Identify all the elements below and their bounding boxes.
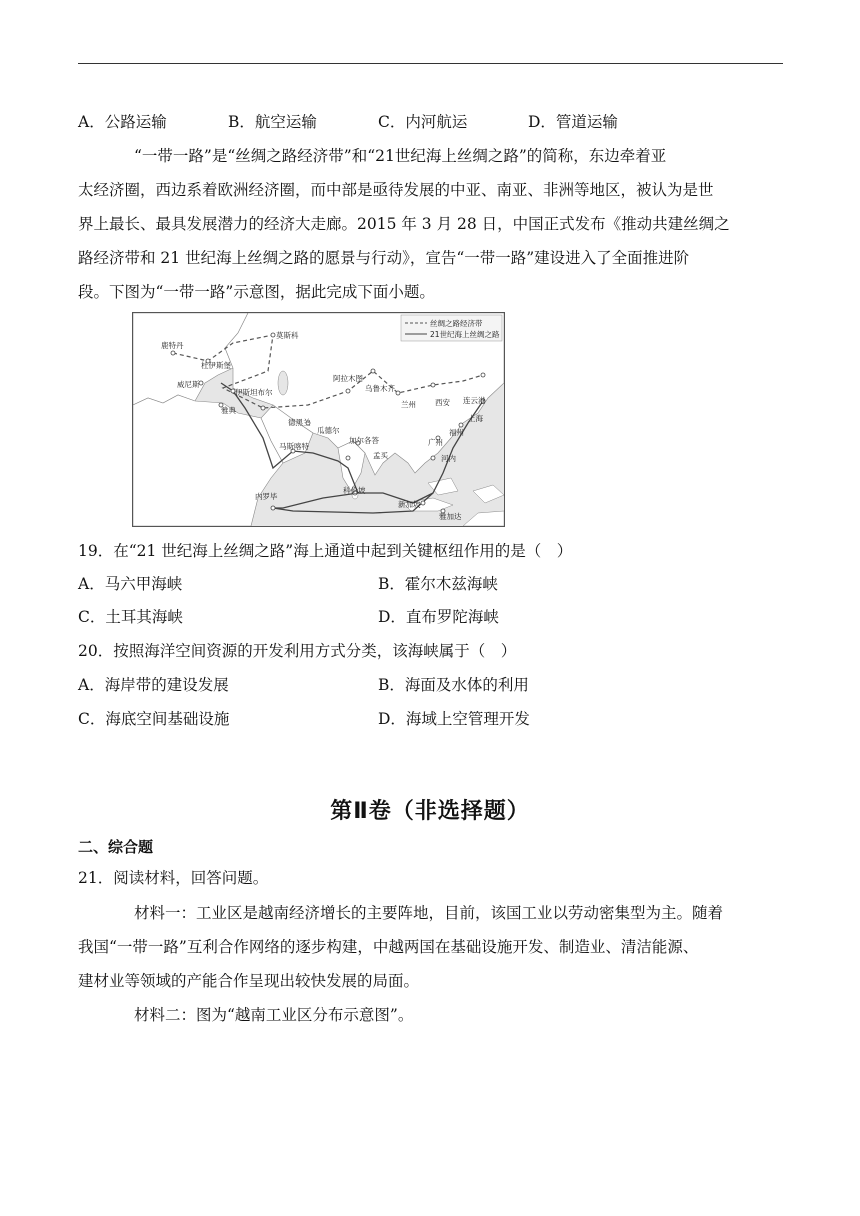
- city-athens: 雅典: [221, 406, 236, 415]
- q18-option-c: C．内河航运: [378, 113, 468, 131]
- city-xian: 西安: [435, 398, 450, 407]
- city-singapore: 新加坡: [398, 500, 421, 509]
- q19-option-a: A．马六甲海峡: [78, 575, 183, 593]
- section-subheading: 二、综合题: [78, 838, 154, 856]
- q20-option-d: D．海域上空管理开发: [378, 710, 530, 728]
- intro-line-3: 界上最长、最具发展潜力的经济大走廊。2015 年 3 月 28 日，中国正式发布《推动共建丝绸之: [78, 215, 730, 233]
- legend-land-route: 丝绸之路经济带: [430, 319, 483, 328]
- city-nairobi: 内罗毕: [255, 492, 278, 501]
- city-colombo: 科伦坡: [343, 486, 366, 495]
- q18-option-b: B．航空运输: [228, 113, 317, 131]
- city-venice: 威尼斯: [177, 380, 200, 389]
- city-lianyungang: 连云港: [463, 396, 486, 405]
- city-tehran: 德黑兰: [288, 418, 311, 427]
- section-title: 第Ⅱ卷（非选择题）: [330, 799, 530, 824]
- q18-option-a: A．公路运输: [78, 113, 167, 131]
- intro-line-5: 段。下图为“一带一路”示意图，据此完成下面小题。: [78, 283, 435, 301]
- city-shanghai: 上海: [468, 414, 483, 423]
- city-mumbai: 孟买: [373, 451, 388, 460]
- city-gwadar: 瓜德尔: [317, 426, 340, 435]
- header-rule: [78, 63, 783, 64]
- city-duisburg: 杜伊斯堡: [201, 361, 231, 370]
- city-moscow: 莫斯科: [276, 331, 299, 340]
- q20-option-b: B．海面及水体的利用: [378, 676, 529, 694]
- q19-option-c: C．土耳其海峡: [78, 608, 183, 626]
- city-almaty: 阿拉木图: [333, 374, 363, 383]
- city-rotterdam: 鹿特丹: [161, 341, 184, 350]
- q21-material2: 材料二：图为“越南工业区分布示意图”。: [134, 1006, 414, 1024]
- q20-stem: 20．按照海洋空间资源的开发利用方式分类，该海峡属于（ ）: [78, 642, 517, 660]
- belt-and-road-map: [132, 312, 505, 527]
- q21-material1-line-1: 材料一：工业区是越南经济增长的主要阵地，目前，该国工业以劳动密集型为主。随着: [134, 904, 724, 922]
- city-hanoi: 河内: [441, 454, 456, 463]
- legend-sea-route: 21世纪海上丝绸之路: [430, 330, 500, 339]
- q19-option-b: B．霍尔木兹海峡: [378, 575, 498, 593]
- q20-option-c: C．海底空间基础设施: [78, 710, 230, 728]
- q21-material1-line-3: 建材业等领域的产能合作呈现出较快发展的局面。: [78, 972, 420, 990]
- city-muscat: 马斯喀特: [279, 442, 309, 451]
- intro-line-1: “一带一路”是“丝绸之路经济带”和“21世纪海上丝绸之路”的简称，东边牵着亚: [134, 147, 667, 165]
- city-jakarta: 雅加达: [439, 512, 462, 521]
- map-svg: [133, 313, 504, 526]
- q19-option-d: D．直布罗陀海峡: [378, 608, 499, 626]
- city-lanzhou: 兰州: [401, 400, 416, 409]
- city-fuzhou: 福州: [449, 428, 464, 437]
- intro-line-2: 太经济圈，西边系着欧洲经济圈，而中部是亟待发展的中亚、南亚、非洲等地区，被认为是世: [78, 181, 714, 199]
- city-guangzhou: 广州: [428, 438, 443, 447]
- city-urumqi: 乌鲁木齐: [365, 384, 395, 393]
- q18-options: [78, 112, 778, 132]
- q21-stem: 21．阅读材料，回答问题。: [78, 869, 269, 887]
- q20-option-a: A．海岸带的建设发展: [78, 676, 229, 694]
- intro-line-4: 路经济带和 21 世纪海上丝绸之路的愿景与行动》，宣告“一带一路”建设进入了全面推进阶: [78, 249, 690, 267]
- city-istanbul: 伊斯坦布尔: [235, 388, 273, 397]
- q19-stem: 19．在“21 世纪海上丝绸之路”海上通道中起到关键枢纽作用的是（ ）: [78, 542, 573, 560]
- q18-option-d: D．管道运输: [528, 113, 618, 131]
- city-kolkata: 加尔各答: [349, 436, 379, 445]
- q21-material1-line-2: 我国“一带一路”互利合作网络的逐步构建，中越两国在基础设施开发、制造业、清洁能源、: [78, 938, 699, 956]
